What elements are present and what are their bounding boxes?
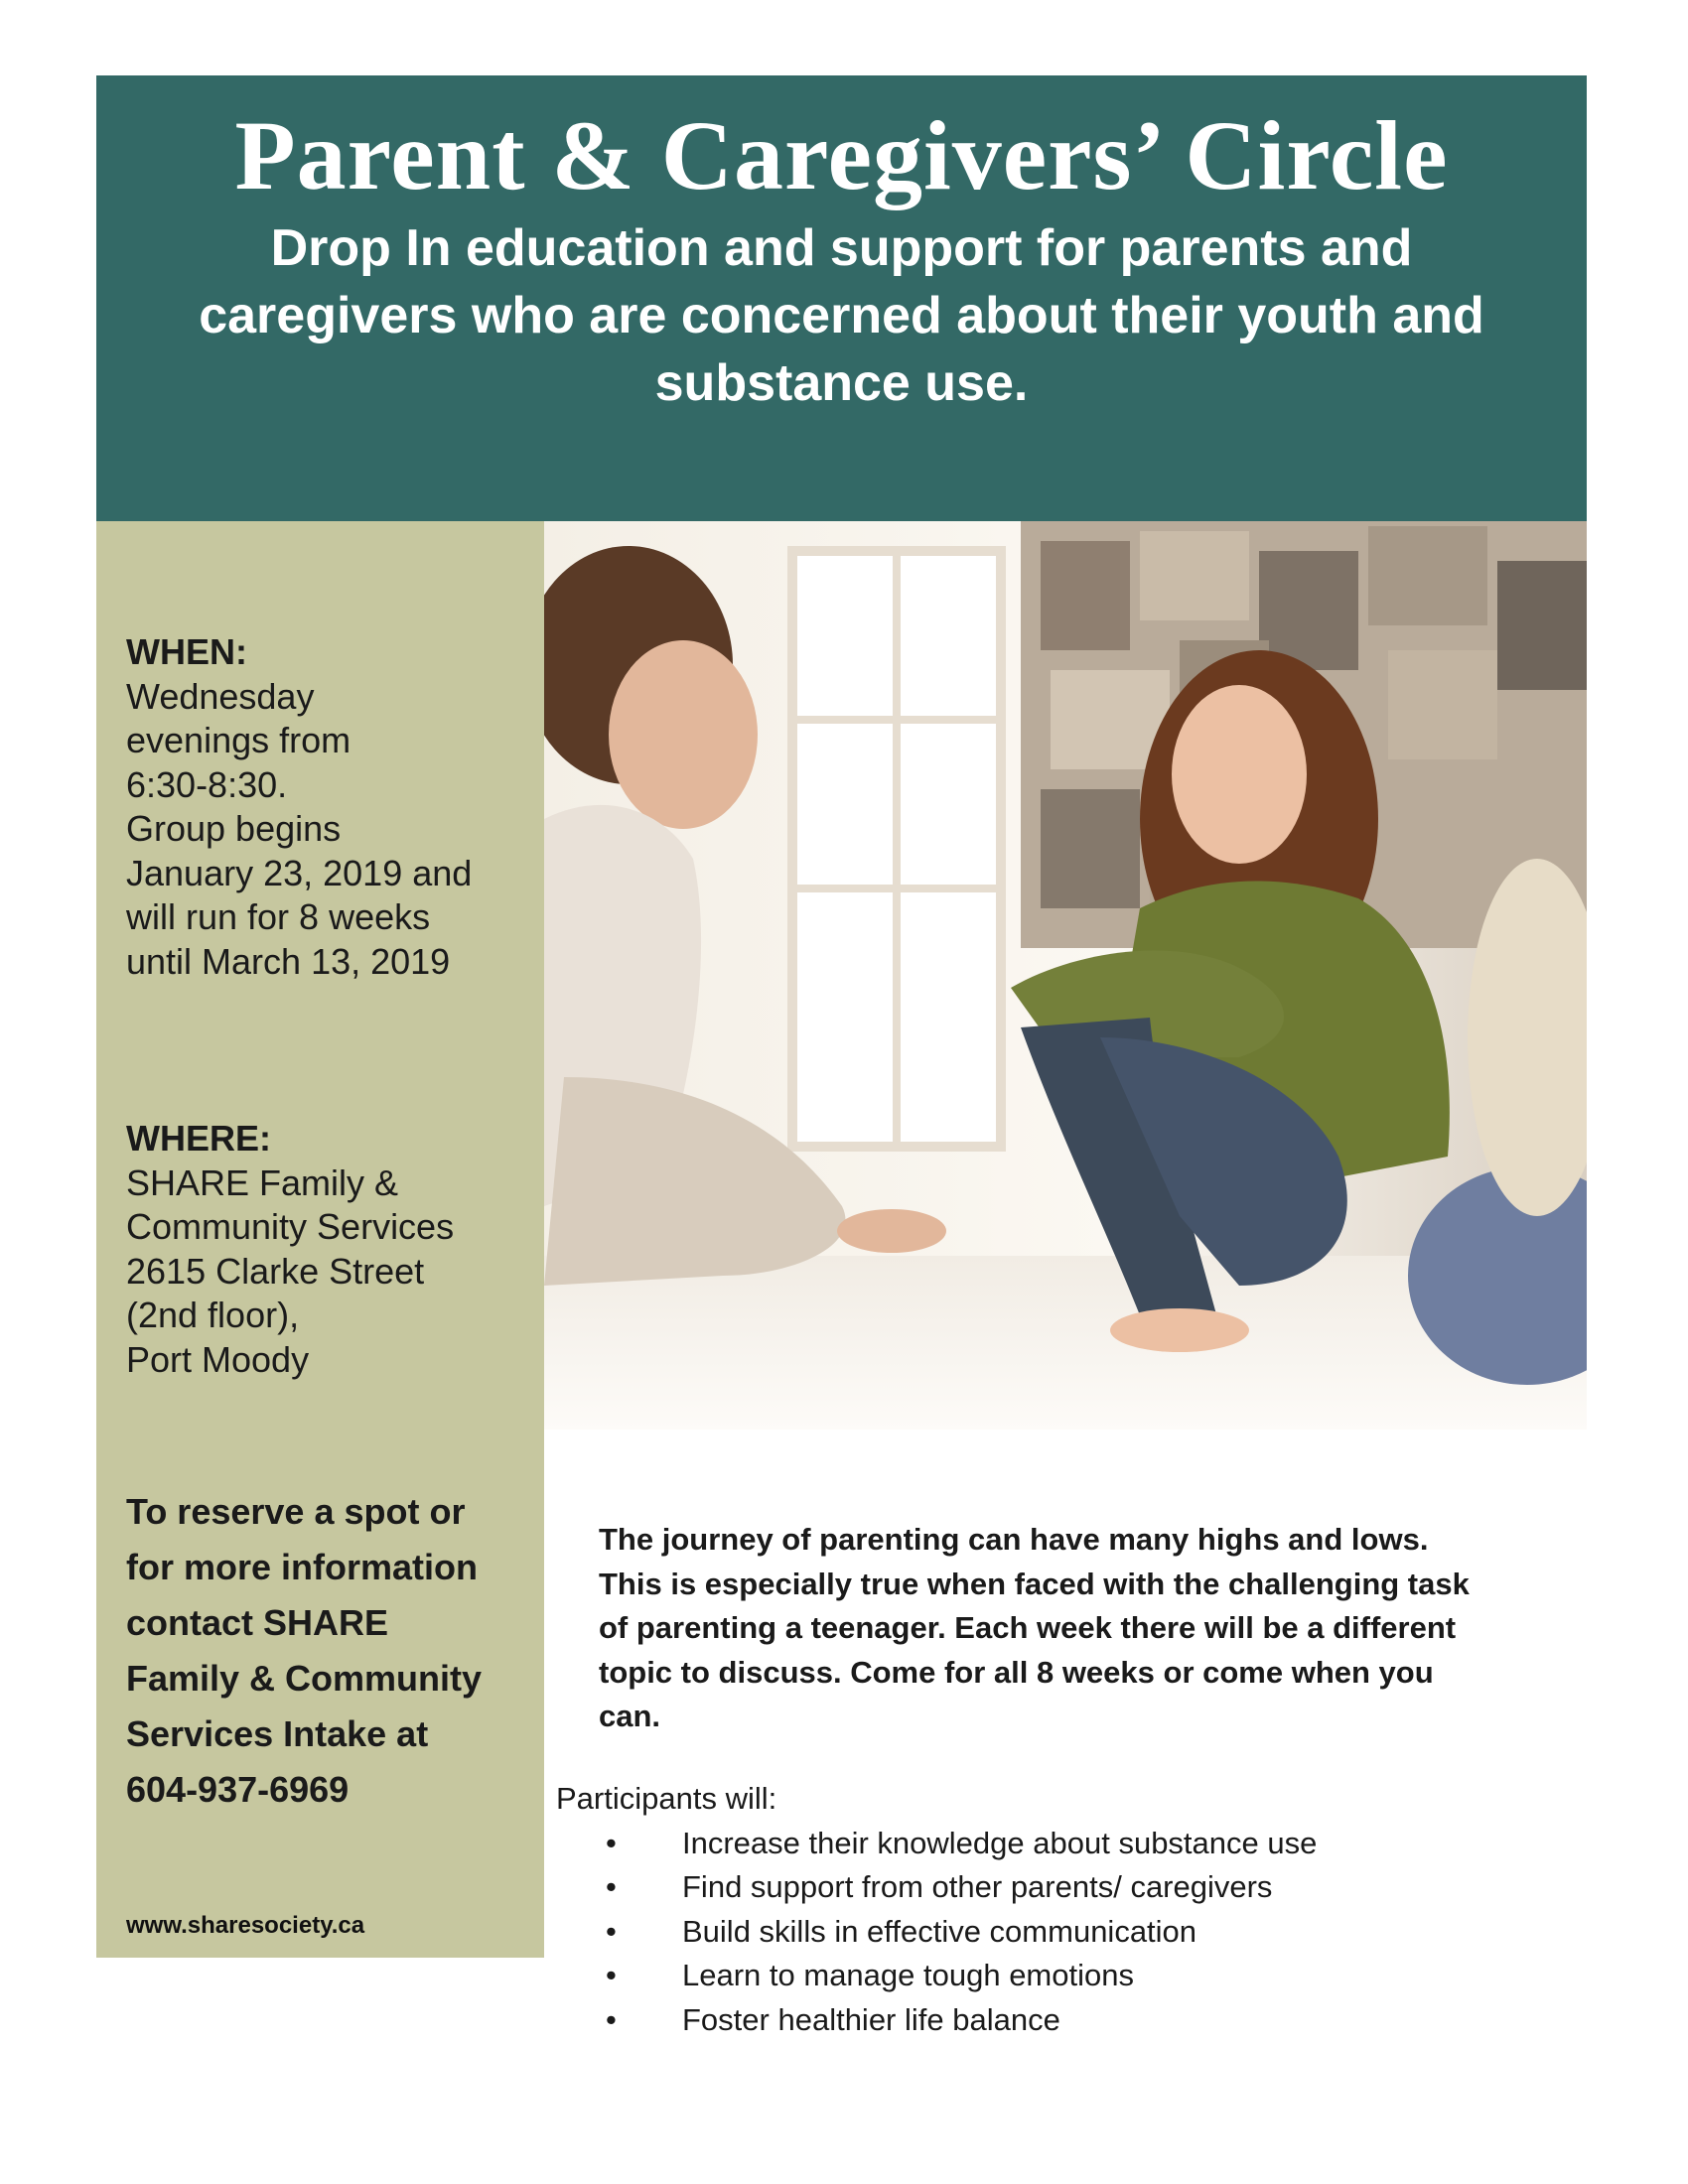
header-banner bbox=[96, 75, 1587, 521]
page-subtitle: Drop In education and support for parents and caregivers who are concerned about their youth and substance use. bbox=[199, 219, 1484, 412]
list-item-text: Learn to manage tough emotions bbox=[682, 1958, 1134, 1992]
when-text: Wednesday evenings from 6:30-8:30. Group begins January 23, 2019 and will run for 8 weeks until March 13, 2019 bbox=[126, 675, 473, 982]
list-item-text: Foster healthier life balance bbox=[682, 2001, 1060, 2037]
list-item bbox=[556, 1954, 1549, 1998]
list-item-text: Build skills in effective communication bbox=[682, 1913, 1197, 1949]
website-link[interactable]: www.sharesociety.ca bbox=[126, 1912, 365, 1939]
where-heading: WHERE: bbox=[126, 1118, 271, 1159]
where-text: SHARE Family & Community Services 2615 Clarke Street (2nd floor), Port Moody bbox=[126, 1161, 455, 1380]
parent-teen-photo bbox=[544, 521, 1587, 1430]
when-heading: WHEN: bbox=[126, 631, 247, 672]
when-section bbox=[126, 630, 533, 984]
list-item bbox=[556, 1910, 1549, 1955]
page-title: Parent & Caregivers’ Circle bbox=[234, 100, 1449, 210]
bullet-icon: • bbox=[606, 2001, 617, 2037]
where-section bbox=[126, 1117, 533, 1382]
list-item bbox=[556, 1998, 1549, 2043]
list-item bbox=[556, 1822, 1549, 1866]
info-sidebar bbox=[96, 521, 544, 1958]
bullet-icon: • bbox=[606, 1825, 617, 1860]
bullet-icon: • bbox=[606, 1958, 617, 1992]
intro-paragraph: The journey of parenting can have many highs and lows. This is especially true when faced with the challenging task of parenting a teenager. Each week there will be a different topic to discuss. Come for all 8 weeks or come when you can. bbox=[599, 1522, 1470, 1733]
list-item-text: Increase their knowledge about substance use bbox=[682, 1825, 1318, 1860]
bullet-icon: • bbox=[606, 1913, 617, 1949]
list-item-text: Find support from other parents/ caregivers bbox=[682, 1869, 1273, 1904]
participants-heading: Participants will: bbox=[556, 1781, 777, 1816]
bullet-icon: • bbox=[606, 1869, 617, 1904]
contact-info: To reserve a spot or for more information contact SHARE Family & Community Services Intake at 604-937-6969 bbox=[126, 1491, 483, 1810]
participants-section bbox=[556, 1777, 1549, 2042]
list-item bbox=[556, 1865, 1549, 1910]
participants-list bbox=[556, 1822, 1549, 2043]
